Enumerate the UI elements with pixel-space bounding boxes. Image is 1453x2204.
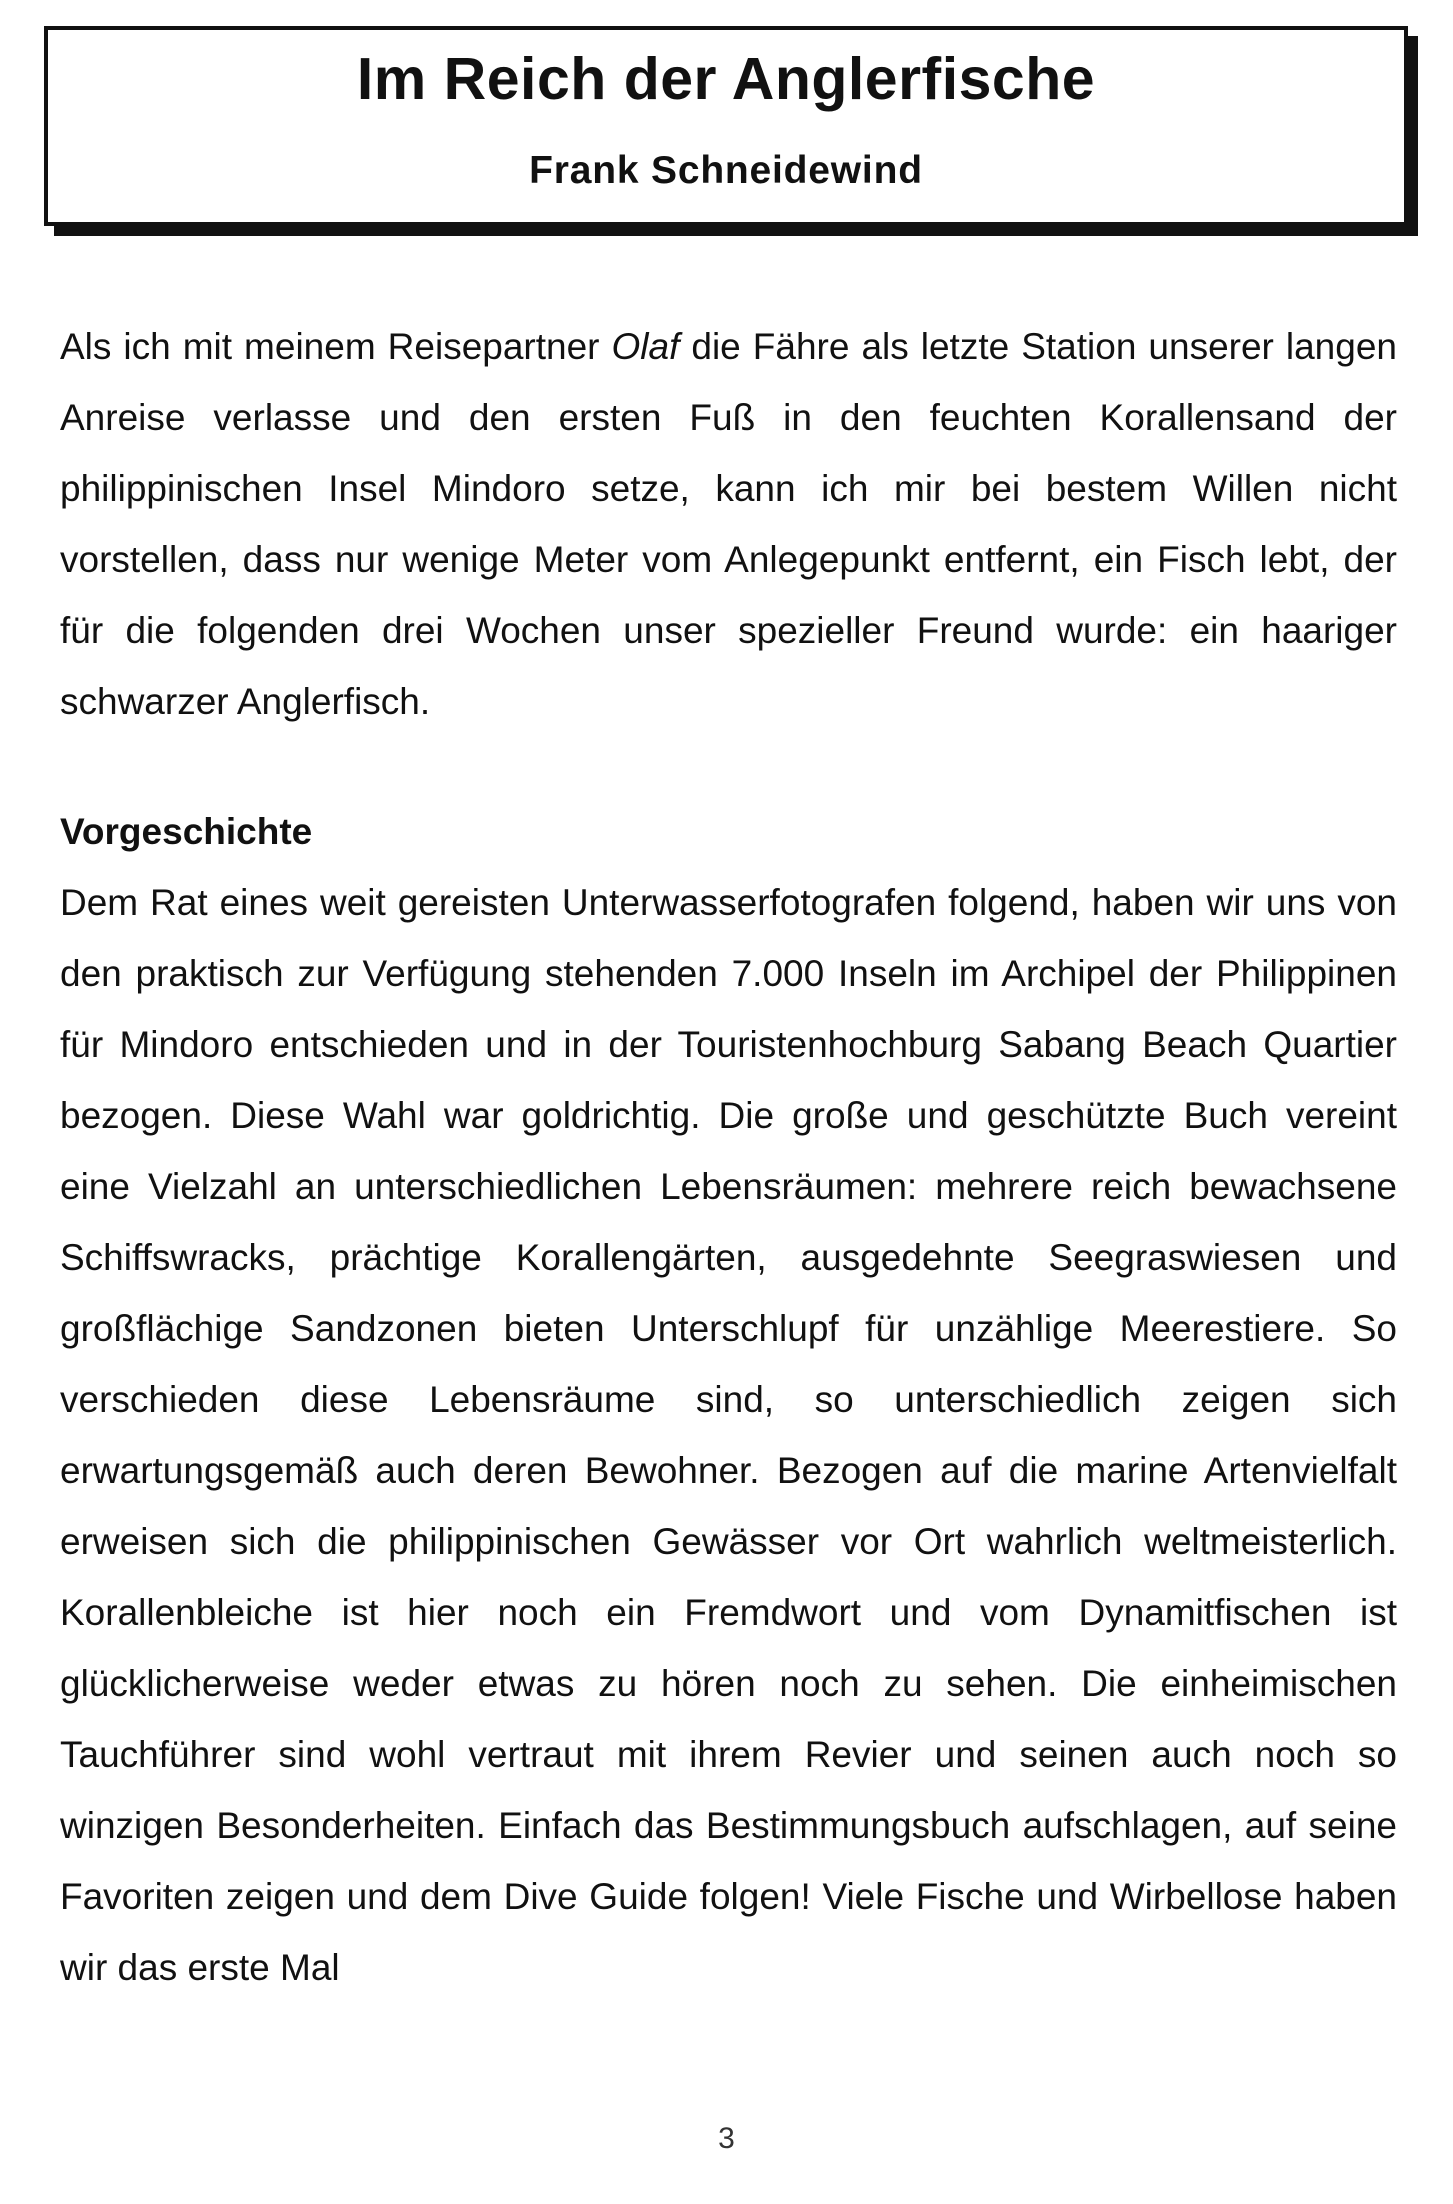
intro-text-before: Als ich mit meinem Reisepartner [60,326,612,367]
section-heading: Vorgeschichte [60,811,313,852]
article-body [60,311,1397,2003]
article-author: Frank Schneidewind [529,149,923,192]
intro-text-after: die Fähre als letzte Station unserer langen Anreise verlasse und den ersten Fuß in den feuchten Korallensand der philippinischen Insel Mindoro setze, kann ich mir bei bestem Willen nicht vorstellen, dass nur wenige Meter vom Anlegepunkt entfernt, ein Fisch lebt, der für die folgenden drei Wochen unser spezieller Freund wurde: ein haariger schwarzer Anglerfisch. [60,326,1397,722]
travel-partner-name: Olaf [611,326,680,367]
page-number: 3 [718,2122,735,2155]
intro-paragraph [60,311,1397,737]
section-paragraph: Dem Rat eines weit gereisten Unterwasserfotografen folgend, haben wir uns von den praktisch zur Verfügung stehenden 7.000 Inseln im Archipel der Philippinen für Mindoro entschieden und in der Touristenhochburg Sabang Beach Quartier bezogen. Diese Wahl war goldrichtig. Die große und geschützte Buch vereint eine Vielzahl an unterschiedlichen Lebensräumen: mehrere reich bewachsene Schiffswracks, prächtige Korallengärten, ausgedehnte Seegraswiesen und großflächige Sandzonen bieten Unterschlupf für unzählige Meerestiere. So verschieden diese Lebensräume sind, so unterschiedlich zeigen sich erwartungsgemäß auch deren Bewohner. Bezogen auf die marine Artenvielfalt erweisen sich die philippinischen Gewässer vor Ort wahrlich weltmeisterlich. Korallenbleiche ist hier noch ein Fremdwort und vom Dynamitfischen ist glücklicherweise weder etwas zu hören noch zu sehen. Die einheimischen Tauchführer sind wohl vertraut mit ihrem Revier und seinen auch noch so winzigen Besonderheiten. Einfach das Bestimmungsbuch aufschlagen, auf seine Favoriten zeigen und dem Dive Guide folgen! Viele Fische und Wirbellose haben wir das erste Mal [60,882,1397,1988]
article-title: Im Reich der Anglerfische [356,46,1096,112]
title-box [44,26,1408,226]
